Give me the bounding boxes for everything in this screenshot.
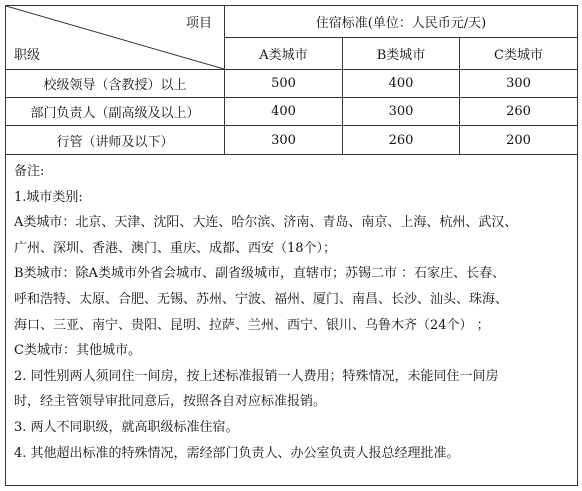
value-cell-c: 260 [460,98,578,126]
rank-label: 职级 [14,48,41,63]
notes-a-cities-line-2: 广州、深圳、香港、澳门、重庆、成都、西安（18个）； [14,240,337,256]
value-cell-a: 300 [225,126,343,155]
rank-cell: 行管（讲师及以下） [6,126,225,155]
notes-c-cities: C类城市：其他城市。 [14,343,141,359]
standard-header: 住宿标准(单位：人民币元/天) [225,6,578,38]
rank-cell: 部门负责人（副高级及以上） [6,98,225,126]
item-label: 项目 [185,16,212,31]
notes-title: 备注: [14,164,45,179]
rank-cell: 校级领导（含教授）以上 [6,70,225,98]
table-row [6,98,578,126]
table-row [6,70,578,98]
city-b-header: B类城市 [343,38,460,70]
notes-cell [6,155,578,486]
notes-item-4: 4. 其他超出标准的特殊情况，需经部门负责人、办公室负责人报总经理批准。 [14,445,460,461]
value-cell-b: 300 [343,98,460,126]
table-row [6,126,578,155]
diagonal-header-cell [6,6,225,70]
value-cell-c: 300 [460,70,578,98]
value-cell-c: 200 [460,126,578,155]
notes-b-cities-line-2: 呼和浩特、太原、合肥、无锡、苏州、宁波、福州、厦门、南昌、长沙、汕头、珠海、 [14,291,509,307]
notes-item-2-line-1: 2. 同性别两人须同住一间房，按上述标准报销一人费用；特殊情况，未能同住一间房 [14,368,499,384]
accommodation-standard-table [5,5,578,486]
value-cell-b: 260 [343,126,460,155]
notes-item-1-title: 1.城市类别: [14,189,83,205]
city-a-header: A类城市 [225,38,343,70]
notes-b-cities-line-1: B类城市：除A类城市外省会城市、副省级城市，直辖市；苏锡二市 ：石家庄、长春、 [14,266,506,282]
city-c-header: C类城市 [460,38,578,70]
notes-item-3: 3. 两人不同职级，就高职级标准住宿。 [14,419,239,435]
notes-b-cities-line-3: 海口、三亚、南宁、贵阳、昆明、拉萨、兰州、西宁、银川、乌鲁木齐（24个） ； [14,317,490,333]
notes-item-2-line-2: 时，经主管领导审批同意后，按照各自对应标准报销。 [14,394,327,410]
notes-a-cities-line-1: A类城市：北京、天津、沈阳、大连、哈尔滨、济南、青岛、南京、上海、杭州、武汉、 [14,215,518,231]
value-cell-a: 400 [225,98,343,126]
value-cell-a: 500 [225,70,343,98]
value-cell-b: 400 [343,70,460,98]
